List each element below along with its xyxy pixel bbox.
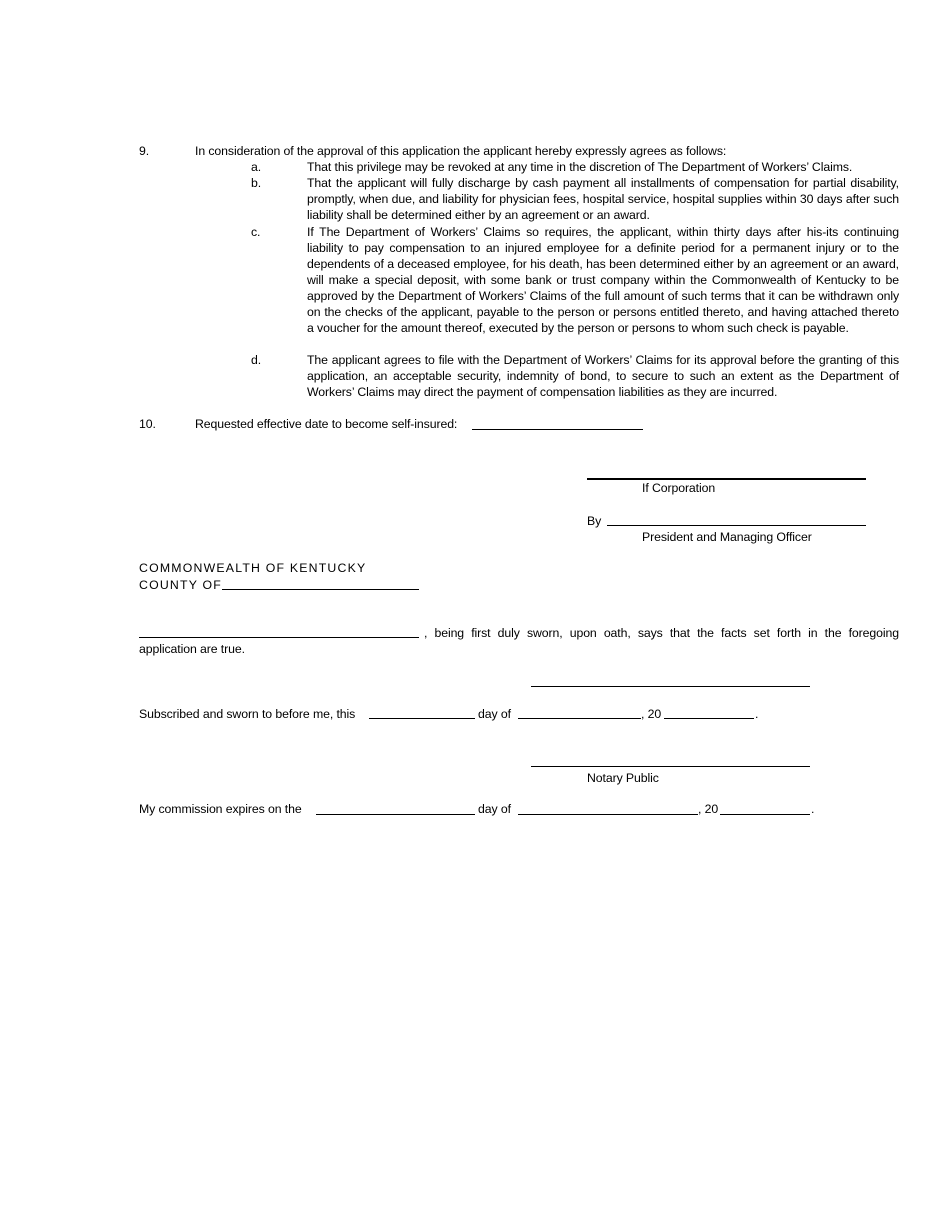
county-field[interactable] bbox=[222, 589, 419, 590]
commission-end: . bbox=[811, 802, 815, 816]
commission-day-of: day of bbox=[478, 802, 511, 816]
commission-year-prefix: , 20 bbox=[698, 802, 719, 816]
commission-label: My commission expires on the bbox=[139, 802, 302, 816]
item9-number: 9. bbox=[139, 144, 150, 158]
commission-day-field[interactable] bbox=[316, 814, 475, 815]
corporation-name-field[interactable] bbox=[587, 478, 866, 480]
officer-signature-field[interactable] bbox=[607, 525, 866, 526]
item9a-text: That this privilege may be revoked at any time in the discretion of The Department of Workers’ Claims. bbox=[307, 160, 853, 174]
item9d-letter: d. bbox=[251, 353, 262, 367]
affiant-signature-field[interactable] bbox=[531, 686, 810, 687]
subscribed-day-of: day of bbox=[478, 707, 511, 721]
notary-signature-field[interactable] bbox=[531, 766, 810, 767]
effective-date-field[interactable] bbox=[472, 429, 643, 430]
item10-number: 10. bbox=[139, 417, 156, 431]
notary-label: Notary Public bbox=[587, 771, 659, 785]
subscribed-month-field[interactable] bbox=[518, 718, 641, 719]
by-label: By bbox=[587, 514, 602, 528]
subscribed-day-field[interactable] bbox=[369, 718, 475, 719]
officer-label: President and Managing Officer bbox=[642, 530, 812, 544]
item9c-letter: c. bbox=[251, 225, 261, 239]
item9b-letter: b. bbox=[251, 176, 262, 190]
county-label: COUNTY OF bbox=[139, 578, 222, 592]
venue-state: COMMONWEALTH OF KENTUCKY bbox=[139, 561, 367, 575]
subscribed-label: Subscribed and sworn to before me, this bbox=[139, 707, 356, 721]
oath-text-line1: , being first duly sworn, upon oath, says that the facts set forth in the foregoing bbox=[424, 626, 899, 640]
oath-text-line2: application are true. bbox=[139, 642, 245, 656]
subscribed-year-field[interactable] bbox=[664, 718, 754, 719]
commission-month-field[interactable] bbox=[518, 814, 698, 815]
item9b-text: That the applicant will fully discharge by cash payment all installments of compensation for partial disability, promptly, when due, and liability for physician fees, hospital service, hospital supplies within 30 days after such liability shall be determined either by an agreement or an award. bbox=[307, 176, 899, 222]
item9c-text: If The Department of Workers’ Claims so requires, the applicant, within thirty days after his-its continuing liability to pay compensation to an injured employee for a definite period for a permanent injury or to the dependents of a deceased employee, for his death, has been determined either by an agreement or an award, will make a special deposit, with some bank or trust company within the Commonwealth of Kentucky to be approved by the Department of Workers’ Claims of the full amount of such terms that it can be withdrawn only on the checks of the applicant, payable to the person or persons entitled thereto, and having attached thereto a voucher for the amount thereof, executed by the person or persons to whom such check is payable. bbox=[307, 225, 899, 335]
subscribed-year-prefix: , 20 bbox=[641, 707, 662, 721]
corporation-label: If Corporation bbox=[642, 481, 716, 495]
item9-intro: In consideration of the approval of this application the applicant hereby expressly agrees as follows: bbox=[195, 144, 727, 158]
item10-label: Requested effective date to become self-insured: bbox=[195, 417, 458, 431]
item9d-text: The applicant agrees to file with the Department of Workers’ Claims for its approval before the granting of this application, an acceptable security, indemnity of bond, to secure to such an extent as the Department of Workers’ Claims may direct the payment of compensation liabilities as they are incurred. bbox=[307, 353, 899, 399]
affiant-name-field[interactable] bbox=[139, 637, 419, 638]
subscribed-end: . bbox=[755, 707, 759, 721]
item9a-letter: a. bbox=[251, 160, 262, 174]
commission-year-field[interactable] bbox=[720, 814, 810, 815]
